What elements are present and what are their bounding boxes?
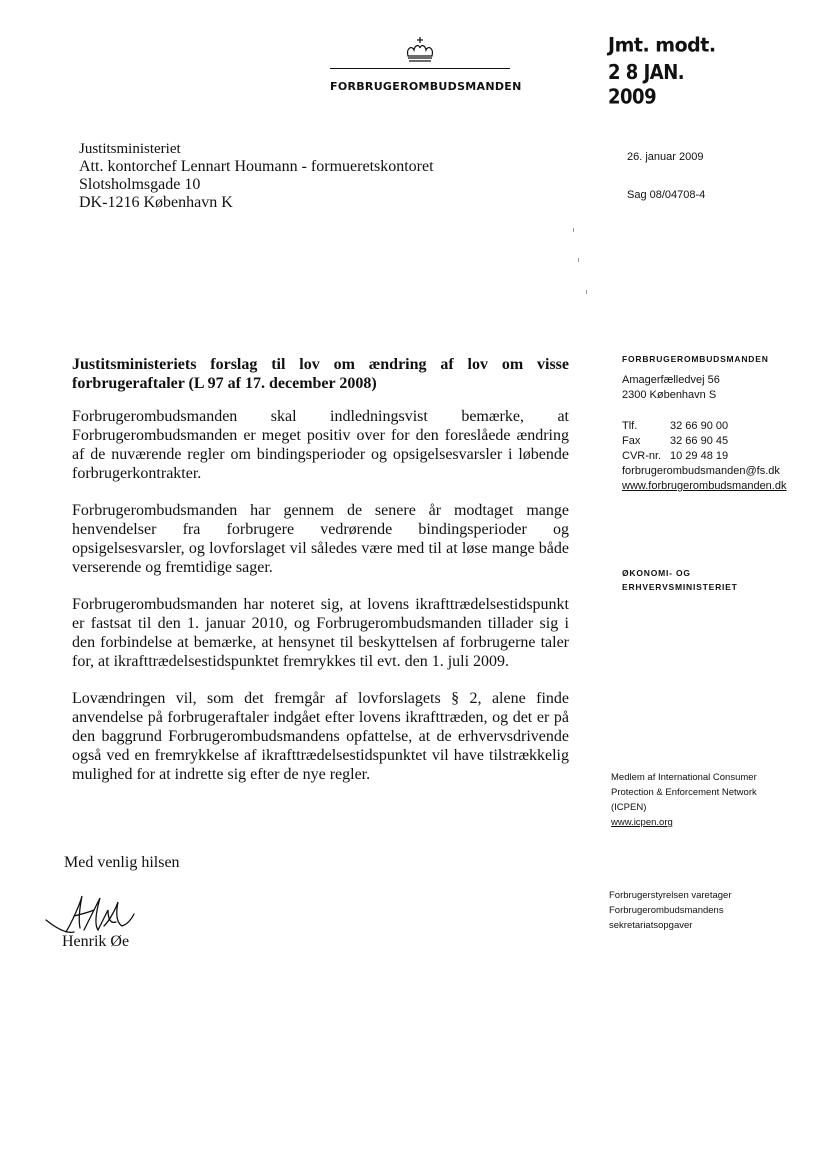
sender-contact (622, 352, 822, 494)
cvr-row (622, 449, 822, 464)
letter-paragraph: Forbrugerombudsmanden skal indledningsvist bemærke, at Forbrugerombudsmanden er meget positiv over for den foreslåede ændring af de nuværende regler om bindingsperioder og opsigelsesvarsler i løbende forbrugerkontrakter. (72, 408, 569, 482)
icpen-link[interactable]: www.icpen.org (611, 817, 673, 828)
sender-street: Amagerfælledvej 56 (622, 374, 720, 386)
letter-date: 26. januar 2009 (627, 151, 704, 163)
ministry-line: ERHVERVSMINISTERIET (622, 582, 738, 592)
fax-number: 32 66 90 45 (670, 435, 729, 447)
letter-heading: Justitsministeriets forslag til lov om ændring af lov om visse forbrugeraftaler (L 97 af 17. december 2008) (72, 356, 569, 392)
recipient-address (79, 140, 539, 212)
recipient-line: Att. kontorchef Lennart Houmann - formueretskontoret (79, 158, 434, 175)
secretariat-note (609, 888, 809, 933)
ministry-name (622, 566, 822, 594)
letter-closing: Med venlig hilsen (64, 854, 180, 871)
stamp-received-label: Jmt. modt. (608, 33, 716, 57)
cvr-label: CVR-nr. (622, 450, 662, 462)
secretariat-line: Forbrugerstyrelsen varetager (609, 890, 732, 901)
scan-speck (586, 290, 587, 294)
signer-name: Henrik Øe (62, 933, 130, 950)
case-number: Sag 08/04708-4 (627, 189, 706, 201)
letter-paragraph: Forbrugerombudsmanden har gennem de senere år modtaget mange henvendelser fra forbrugere vedrørende bindingsperioder og opsigelsesvarsler, og lovforslaget vil således være med til at løse mange både verserende og fremtidige sager. (72, 502, 569, 576)
phone-number: 32 66 90 00 (670, 420, 729, 432)
sender-email[interactable]: forbrugerombudsmanden@fs.dk (622, 465, 780, 477)
secretariat-line: sekretariatsopgaver (609, 920, 693, 931)
phone-label: Tlf. (622, 420, 638, 432)
cvr-number: 10 29 48 19 (670, 450, 729, 462)
sender-city: 2300 København S (622, 389, 717, 401)
fax-label: Fax (622, 435, 641, 447)
icpen-membership (611, 770, 811, 830)
logo-rule (330, 68, 510, 69)
letter-meta (627, 151, 807, 202)
letter-body (72, 355, 569, 802)
scan-speck (578, 258, 579, 262)
ministry-line: ØKONOMI- OG (622, 568, 691, 578)
letter-paragraph: Forbrugerombudsmanden har noteret sig, at lovens ikrafttrædelsestidspunkt er fastsat til den 1. januar 2010, og Forbrugerombudsmanden tillader sig i den forbindelse at bemærke, at hensynet til beskyttelsen af forbrugerne taler for, at ikrafttrædelsestidspunktet fremrykkes til evt. den 1. juli 2009. (72, 596, 569, 670)
member-line: (ICPEN) (611, 802, 647, 813)
phone-row (622, 419, 822, 434)
stamp-date: 2 8 JAN. 2009 (608, 60, 685, 110)
logo-text: FORBRUGEROMBUDSMANDEN (330, 80, 522, 93)
recipient-line: Slotsholmsgade 10 (79, 176, 201, 193)
recipient-line: DK-1216 København K (79, 194, 233, 211)
sender-phone-block (622, 419, 822, 494)
sender-website-link[interactable]: www.forbrugerombudsmanden.dk (622, 480, 787, 492)
letter-paragraph: Lovændringen vil, som det fremgår af lovforslagets § 2, alene finde anvendelse på forbrugeraftaler indgået efter lovens ikrafttræden, og det er på den baggrund Forbrugerombudsmandens opfattelse, at de erhvervsdrivende også ved en fremrykkelse af ikrafttrædelsestidspunktet vil have tilstrækkelig mulighed for at indrette sig efter de nye regler. (72, 690, 569, 783)
secretariat-line: Forbrugerombudsmandens (609, 905, 724, 916)
recipient-line: Justitsministeriet (79, 141, 181, 157)
fax-row (622, 434, 822, 449)
sender-org: FORBRUGEROMBUDSMANDEN (622, 354, 769, 364)
member-line: Medlem af International Consumer (611, 772, 757, 783)
member-line: Protection & Enforcement Network (611, 787, 757, 798)
received-stamp (608, 33, 728, 110)
crown-logo-icon (400, 36, 440, 66)
scan-speck (573, 228, 574, 232)
